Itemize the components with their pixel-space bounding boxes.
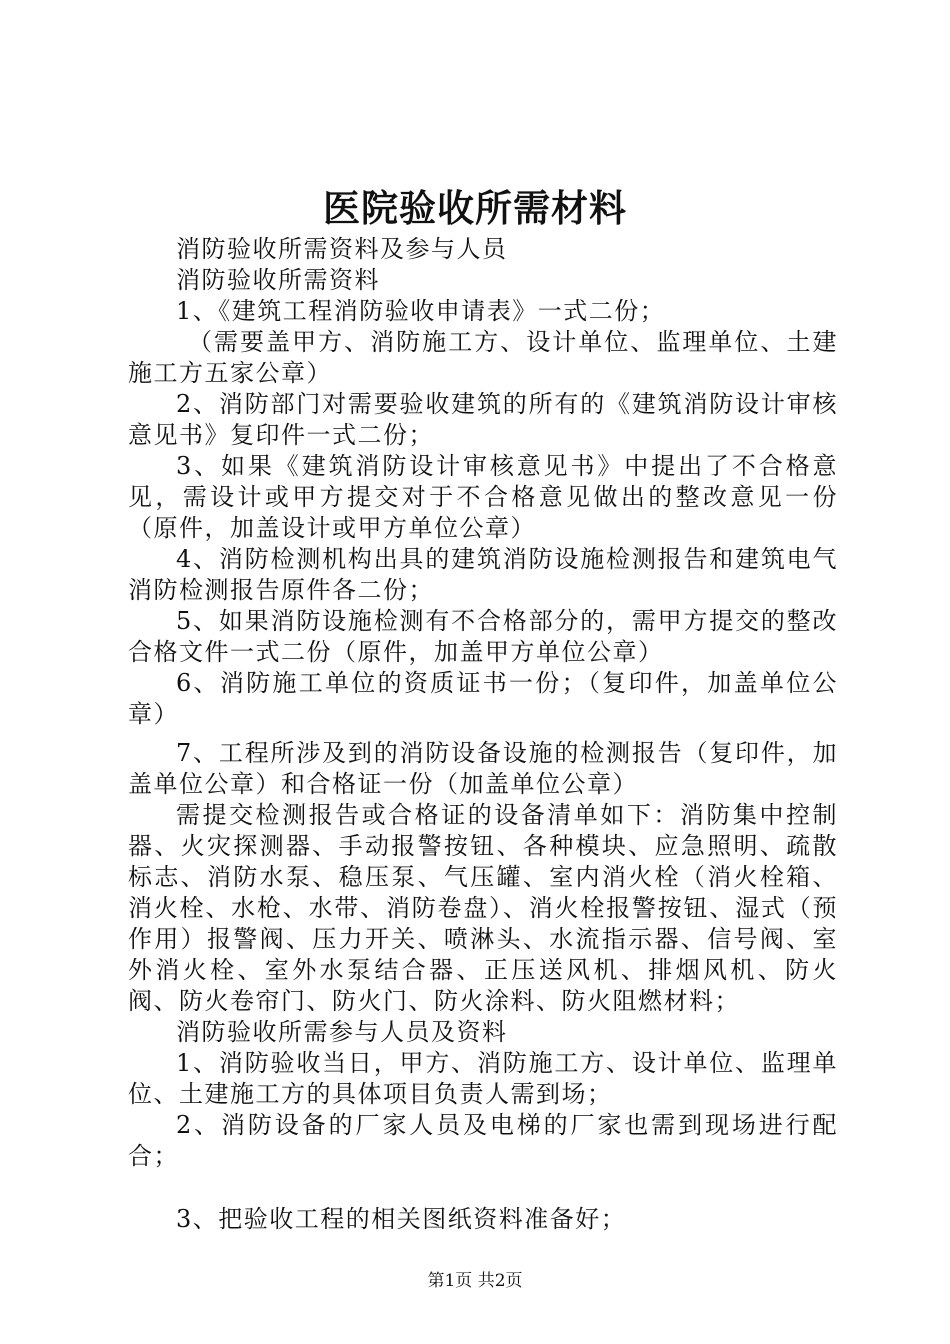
page-number: 第1页 共2页 bbox=[427, 1271, 523, 1291]
subsection-heading: 消防验收所需资料 bbox=[176, 266, 380, 294]
list-item-note: （需要盖甲方、消防施工方、设计单位、监理单位、土建施工方五家公章） bbox=[128, 328, 838, 387]
list-item: 6、消防施工单位的资质证书一份；（复印件，加盖单位公章） bbox=[128, 669, 838, 728]
list-item: 5、如果消防设施检测有不合格部分的，需甲方提交的整改合格文件一式二份（原件，加盖甲方单位公章） bbox=[128, 607, 838, 666]
document-body bbox=[128, 234, 838, 1235]
list-item: 4、消防检测机构出具的建筑消防设施检测报告和建筑电气消防检测报告原件各二份； bbox=[128, 545, 838, 604]
subsection-heading: 消防验收所需参与人员及资料 bbox=[176, 1018, 508, 1046]
section-heading: 消防验收所需资料及参与人员 bbox=[176, 235, 508, 263]
list-item: 3、把验收工程的相关图纸资料准备好； bbox=[176, 1205, 627, 1233]
list-item: 7、工程所涉及到的消防设备设施的检测报告（复印件，加盖单位公章）和合格证一份（加盖单位公章） bbox=[128, 739, 838, 798]
equipment-list: 需提交检测报告或合格证的设备清单如下：消防集中控制器、火灾探测器、手动报警按钮、各种模块、应急照明、疏散标志、消防水泵、稳压泵、气压罐、室内消火栓（消火栓箱、消火栓、水枪、水带、消防卷盘）、消火栓报警按钮、湿式（预作用）报警阀、压力开关、喷淋头、水流指示器、信号阀、室外消火栓、室外水泵结合器、正压送风机、排烟风机、防火阀、防火卷帘门、防火门、防火涂料、防火阻燃材料； bbox=[128, 801, 838, 1015]
list-item: 1、消防验收当日，甲方、消防施工方、设计单位、监理单位、土建施工方的具体项目负责人需到场； bbox=[128, 1049, 838, 1108]
list-item: 2、消防部门对需要验收建筑的所有的《建筑消防设计审核意见书》复印件一式二份； bbox=[128, 390, 838, 449]
list-item: 2、消防设备的厂家人员及电梯的厂家也需到现场进行配合； bbox=[128, 1111, 838, 1170]
list-item: 1、《建筑工程消防验收申请表》一式二份； bbox=[176, 297, 666, 325]
document-title: 医院验收所需材料 bbox=[323, 186, 627, 230]
list-item: 3、如果《建筑消防设计审核意见书》中提出了不合格意见，需设计或甲方提交对于不合格意见做出的整改意见一份（原件，加盖设计或甲方单位公章） bbox=[128, 452, 838, 542]
